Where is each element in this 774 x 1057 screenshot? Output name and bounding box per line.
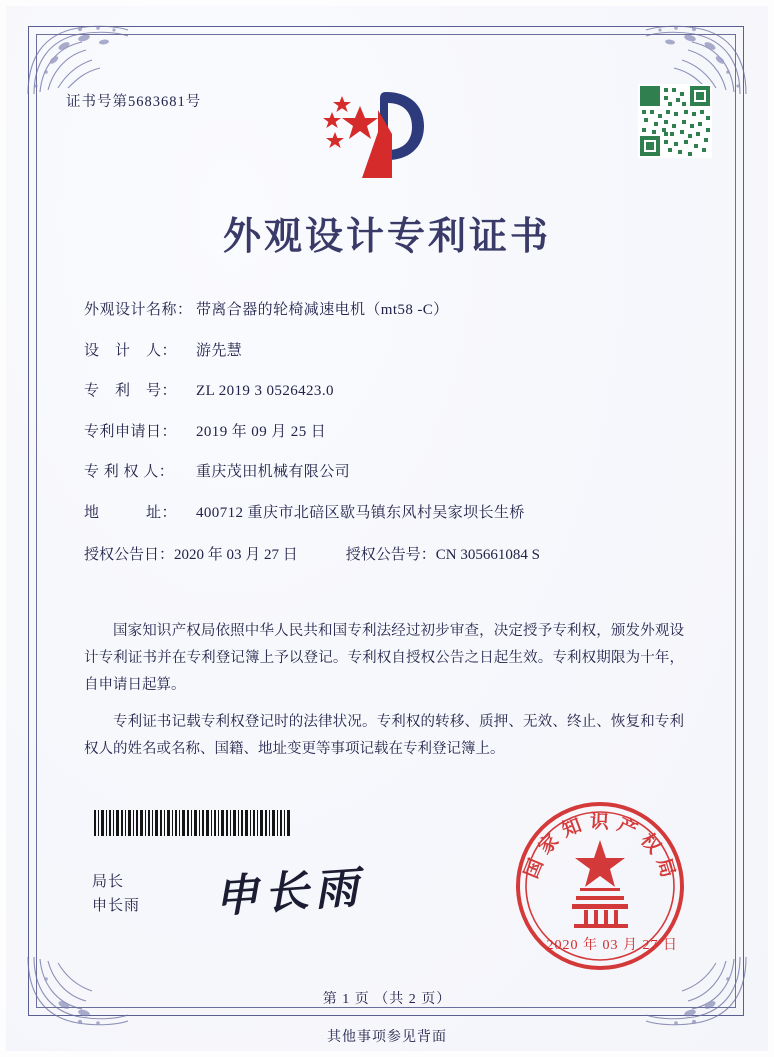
seal-date: 2020 年 03 月 27 日 bbox=[546, 938, 678, 953]
grant-date-label: 授权公告日： bbox=[84, 547, 175, 563]
field-value: 2019 年 09 月 25 日 bbox=[196, 423, 327, 440]
grant-number-label: 授权公告号： bbox=[345, 547, 436, 563]
grant-date-segment bbox=[84, 543, 298, 564]
signature-name-label: 申长雨 bbox=[92, 898, 141, 914]
grant-number-value: CN 305661084 S bbox=[435, 547, 540, 563]
footer-note: 其他事项参见背面 bbox=[327, 1030, 447, 1045]
field-label: 专 利 权 人： bbox=[84, 464, 175, 480]
field-value: 游先慧 bbox=[196, 342, 243, 359]
signature-role-label: 局长 bbox=[92, 874, 125, 890]
field-row-address bbox=[84, 503, 694, 524]
grant-number-segment bbox=[346, 543, 540, 564]
field-value: 重庆茂田机械有限公司 bbox=[196, 464, 351, 480]
field-label: 专 利 号： bbox=[84, 383, 178, 399]
seal-arc-text: 国家知识产权局 bbox=[520, 810, 682, 887]
field-value: 带离合器的轮椅减速电机（mt58 -C） bbox=[196, 302, 449, 318]
field-label: 专利申请日： bbox=[84, 423, 178, 440]
signature-block bbox=[92, 870, 140, 918]
field-row-grant bbox=[84, 543, 694, 564]
cnipa-logo-icon bbox=[322, 82, 452, 190]
legal-text-block bbox=[84, 618, 684, 773]
paragraph-grant-statement: 国家知识产权局依照中华人民共和国专利法经过初步审查，决定授予专利权，颁发外观设计专利证书并在专利登记簿上予以登记。专利权自授权公告之日起生效。专利权期限为十年，自申请日起算。 bbox=[84, 623, 684, 693]
field-row-design-name bbox=[84, 300, 694, 321]
field-value: 400712 重庆市北碚区歇马镇东风村吴家坝长生桥 bbox=[196, 504, 525, 521]
page-number: 第 1 页 （共 2 页） bbox=[322, 992, 452, 1007]
certificate-number: 证书号第5683681号 bbox=[66, 94, 202, 110]
field-row-patentee bbox=[84, 462, 694, 483]
paragraph-register-statement: 专利证书记载专利权登记时的法律状况。专利权的转移、质押、无效、终止、恢复和专利权人的姓名或名称、国籍、地址变更等事项记载在专利登记簿上。 bbox=[84, 714, 684, 757]
field-list bbox=[84, 300, 694, 576]
field-value: ZL 2019 3 0526423.0 bbox=[196, 383, 334, 399]
grant-date-value: 2020 年 03 月 27 日 bbox=[174, 547, 298, 563]
field-row-designer bbox=[84, 341, 694, 362]
barcode-icon bbox=[94, 810, 290, 836]
field-row-application-date bbox=[84, 422, 694, 443]
page-title: 外观设计专利证书 bbox=[222, 213, 551, 258]
field-label: 地 址： bbox=[84, 504, 178, 521]
field-row-patent-number bbox=[84, 381, 694, 402]
corner-ornament-icon bbox=[24, 20, 132, 98]
qr-code-icon bbox=[638, 84, 712, 158]
handwritten-signature: 申长雨 bbox=[212, 861, 366, 924]
field-label: 外观设计名称： bbox=[84, 302, 193, 318]
field-label: 设 计 人： bbox=[84, 342, 178, 359]
